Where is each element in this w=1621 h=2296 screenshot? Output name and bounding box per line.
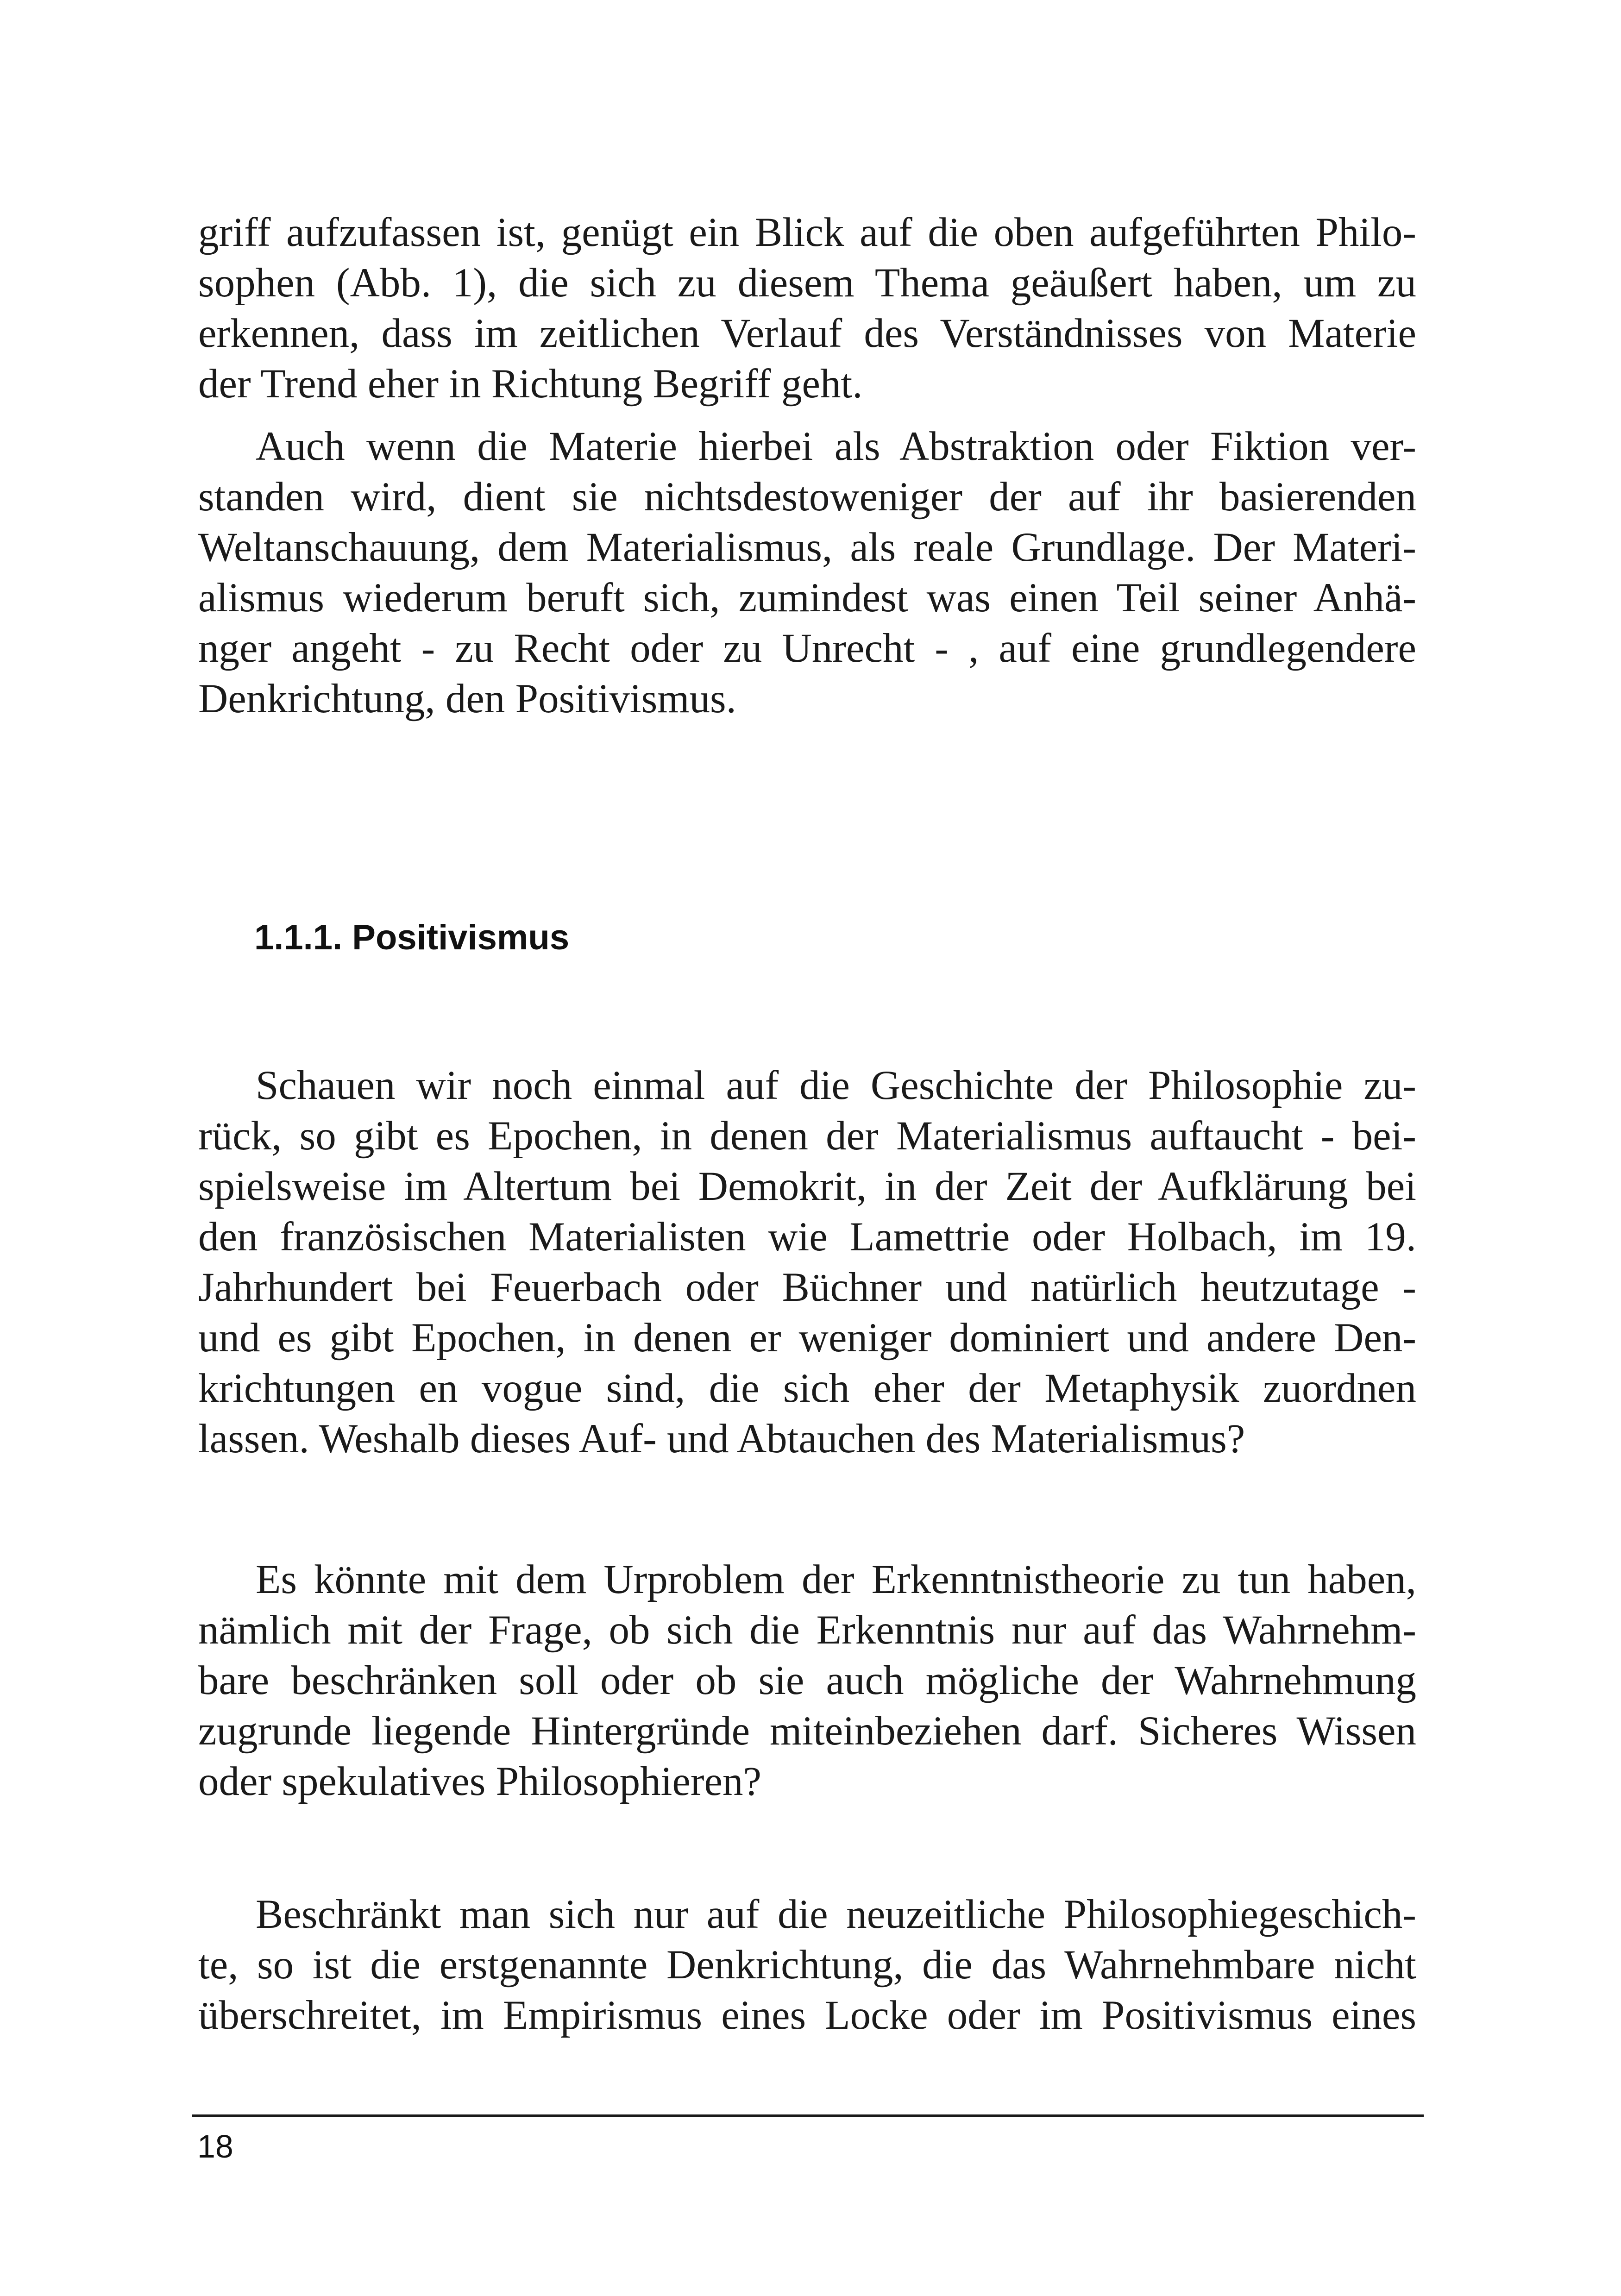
paragraph-line: bare beschränken soll oder ob sie auch mögliche der Wahrnehmung: [198, 1658, 1416, 1703]
page-number: 18: [197, 2128, 233, 2164]
paragraph-2: [198, 421, 1416, 724]
paragraph-line: Beschränkt man sich nur auf die neuzeitliche Philosophiegeschich-: [256, 1892, 1416, 1937]
paragraph-line: nger angeht - zu Recht oder zu Unrecht - , auf eine grundlegendere: [198, 626, 1416, 671]
paragraph-line: Auch wenn die Materie hierbei als Abstraktion oder Fiktion ver-: [256, 424, 1416, 469]
paragraph-line: den französischen Materialisten wie Lamettrie oder Holbach, im 19.: [198, 1214, 1416, 1260]
paragraph-line: rück, so gibt es Epochen, in denen der Materialismus auftaucht - bei-: [198, 1113, 1416, 1159]
paragraph-line: sophen (Abb. 1), die sich zu diesem Thema geäußert haben, um zu: [198, 260, 1416, 306]
paragraph-1: [198, 207, 1416, 409]
paragraph-line: überschreitet, im Empirismus eines Locke oder im Positivismus eines: [198, 1993, 1416, 2038]
paragraph-line: Es könnte mit dem Urproblem der Erkenntnistheorie zu tun haben,: [256, 1557, 1416, 1602]
paragraph-4: [198, 1555, 1416, 1807]
paragraph-line: standen wird, dient sie nichtsdestoweniger der auf ihr basierenden: [198, 474, 1416, 520]
paragraph-line: der Trend eher in Richtung Begriff geht.: [198, 361, 863, 407]
paragraph-line: griff aufzufassen ist, genügt ein Blick auf die oben aufgeführten Philo-: [198, 210, 1416, 255]
paragraph-line: lassen. Weshalb dieses Auf- und Abtauchen des Materialismus?: [198, 1416, 1245, 1462]
paragraph-line: Denkrichtung, den Positivismus.: [198, 676, 736, 721]
paragraph-line: Schauen wir noch einmal auf die Geschichte der Philosophie zu-: [256, 1063, 1416, 1108]
paragraph-line: oder spekulatives Philosophieren?: [198, 1759, 762, 1804]
footer-divider: [192, 2114, 1424, 2117]
paragraph-line: nämlich mit der Frage, ob sich die Erkenntnis nur auf das Wahrnehm-: [198, 1607, 1416, 1653]
paragraph-line: zugrunde liegende Hintergründe miteinbeziehen darf. Sicheres Wissen: [198, 1708, 1416, 1754]
paragraph-line: te, so ist die erstgenannte Denkrichtung, die das Wahrnehmbare nicht: [198, 1942, 1416, 1988]
paragraph-line: alismus wiederum beruft sich, zumindest was einen Teil seiner Anhä-: [198, 575, 1416, 621]
section-heading: 1.1.1. Positivismus: [254, 918, 570, 957]
paragraph-line: Jahrhundert bei Feuerbach oder Büchner und natürlich heutzutage -: [198, 1265, 1416, 1310]
paragraph-line: spielsweise im Altertum bei Demokrit, in der Zeit der Aufklärung bei: [198, 1164, 1416, 1209]
paragraph-3: [198, 1060, 1416, 1464]
paragraph-line: krichtungen en vogue sind, die sich eher der Metaphysik zuordnen: [198, 1366, 1416, 1411]
paragraph-5: [198, 1889, 1416, 2041]
paragraph-line: Weltanschauung, dem Materialismus, als reale Grundlage. Der Materi-: [198, 525, 1416, 570]
paragraph-line: erkennen, dass im zeitlichen Verlauf des Verständnisses von Materie: [198, 311, 1416, 356]
paragraph-line: und es gibt Epochen, in denen er weniger dominiert und andere Den-: [198, 1315, 1416, 1361]
